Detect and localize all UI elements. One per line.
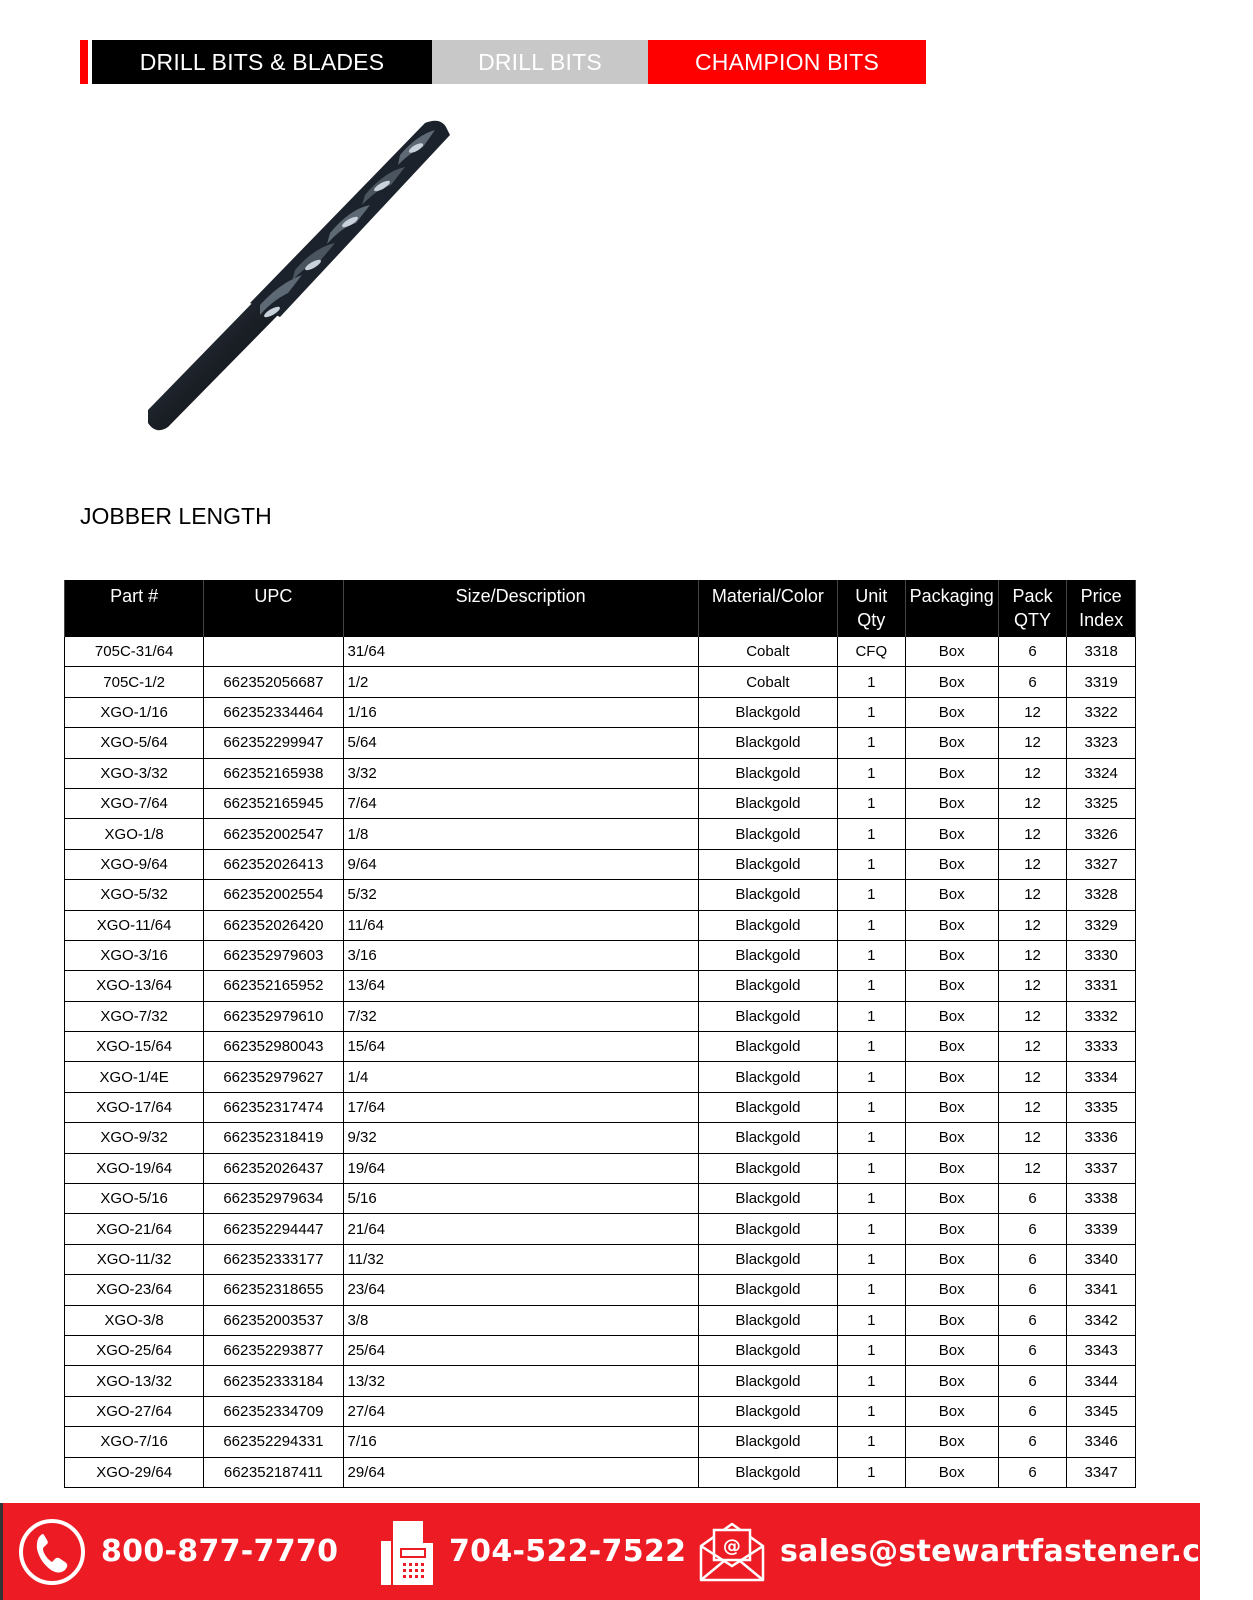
cell-size-description: 13/64	[343, 971, 698, 1001]
cell-unit-qty: 1	[838, 1366, 906, 1396]
cell-upc: 662352293877	[204, 1335, 343, 1365]
cell-part-number: XGO-11/64	[65, 910, 204, 940]
cell-part-number: XGO-9/32	[65, 1123, 204, 1153]
cell-pack-qty: 12	[998, 971, 1067, 1001]
cell-material-color: Blackgold	[698, 880, 837, 910]
cell-size-description: 1/16	[343, 697, 698, 727]
cell-price-index: 3333	[1067, 1032, 1136, 1062]
cell-upc: 662352165945	[204, 788, 343, 818]
cell-unit-qty: 1	[838, 1062, 906, 1092]
cell-price-index: 3347	[1067, 1457, 1136, 1487]
table-row	[65, 667, 1136, 697]
cell-size-description: 11/32	[343, 1244, 698, 1274]
cell-part-number: XGO-13/32	[65, 1366, 204, 1396]
cell-upc: 662352979627	[204, 1062, 343, 1092]
cell-part-number: XGO-29/64	[65, 1457, 204, 1487]
cell-unit-qty: 1	[838, 1214, 906, 1244]
table-row	[65, 788, 1136, 818]
table-row	[65, 758, 1136, 788]
cell-upc: 662352333177	[204, 1244, 343, 1274]
cell-upc: 662352002554	[204, 880, 343, 910]
cell-unit-qty: 1	[838, 940, 906, 970]
cell-upc: 662352026437	[204, 1153, 343, 1183]
cell-material-color: Blackgold	[698, 728, 837, 758]
header-unit-qty: Unit Qty	[838, 580, 906, 637]
table-row	[65, 1457, 1136, 1487]
cell-packaging: Box	[905, 819, 998, 849]
cell-part-number: XGO-3/16	[65, 940, 204, 970]
cell-part-number: XGO-19/64	[65, 1153, 204, 1183]
cell-packaging: Box	[905, 1427, 998, 1457]
cell-material-color: Blackgold	[698, 1001, 837, 1031]
cell-upc: 662352187411	[204, 1457, 343, 1487]
table-row	[65, 940, 1136, 970]
header-size-description: Size/Description	[343, 580, 698, 637]
cell-packaging: Box	[905, 1123, 998, 1153]
cell-price-index: 3337	[1067, 1153, 1136, 1183]
cell-size-description: 1/2	[343, 667, 698, 697]
table-row	[65, 819, 1136, 849]
cell-unit-qty: 1	[838, 819, 906, 849]
table-row	[65, 1214, 1136, 1244]
cell-part-number: XGO-7/32	[65, 1001, 204, 1031]
table-row	[65, 910, 1136, 940]
cell-price-index: 3340	[1067, 1244, 1136, 1274]
table-row	[65, 849, 1136, 879]
header-pack-qty: Pack QTY	[998, 580, 1067, 637]
cell-packaging: Box	[905, 1214, 998, 1244]
cell-part-number: XGO-3/32	[65, 758, 204, 788]
cell-pack-qty: 12	[998, 819, 1067, 849]
cell-material-color: Blackgold	[698, 910, 837, 940]
cell-material-color: Blackgold	[698, 1396, 837, 1426]
cell-pack-qty: 6	[998, 1457, 1067, 1487]
cell-price-index: 3339	[1067, 1214, 1136, 1244]
cell-price-index: 3342	[1067, 1305, 1136, 1335]
cell-packaging: Box	[905, 1184, 998, 1214]
cell-upc: 662352026413	[204, 849, 343, 879]
cell-packaging: Box	[905, 788, 998, 818]
cell-packaging: Box	[905, 697, 998, 727]
cell-price-index: 3327	[1067, 849, 1136, 879]
cell-price-index: 3341	[1067, 1275, 1136, 1305]
cell-price-index: 3322	[1067, 697, 1136, 727]
cell-part-number: XGO-5/64	[65, 728, 204, 758]
table-row	[65, 1244, 1136, 1274]
cell-size-description: 23/64	[343, 1275, 698, 1305]
cell-packaging: Box	[905, 1275, 998, 1305]
cell-size-description: 9/32	[343, 1123, 698, 1153]
cell-pack-qty: 12	[998, 880, 1067, 910]
cell-price-index: 3325	[1067, 788, 1136, 818]
cell-part-number: XGO-7/64	[65, 788, 204, 818]
cell-packaging: Box	[905, 637, 998, 667]
cell-size-description: 27/64	[343, 1396, 698, 1426]
cell-price-index: 3329	[1067, 910, 1136, 940]
cell-size-description: 3/32	[343, 758, 698, 788]
cell-upc: 662352979603	[204, 940, 343, 970]
cell-unit-qty: 1	[838, 1244, 906, 1274]
cell-material-color: Blackgold	[698, 1305, 837, 1335]
cell-packaging: Box	[905, 1032, 998, 1062]
cell-part-number: XGO-5/16	[65, 1184, 204, 1214]
cell-material-color: Blackgold	[698, 1153, 837, 1183]
table-row	[65, 880, 1136, 910]
tab-drill-bits-and-blades[interactable]: DRILL BITS & BLADES	[92, 40, 432, 84]
breadcrumb-accent-bar	[80, 40, 88, 84]
cell-pack-qty: 12	[998, 697, 1067, 727]
tab-drill-bits[interactable]: DRILL BITS	[432, 40, 648, 84]
cell-unit-qty: 1	[838, 1335, 906, 1365]
cell-material-color: Blackgold	[698, 758, 837, 788]
cell-material-color: Blackgold	[698, 1366, 837, 1396]
cell-upc: 662352980043	[204, 1032, 343, 1062]
cell-packaging: Box	[905, 1366, 998, 1396]
cell-size-description: 15/64	[343, 1032, 698, 1062]
cell-size-description: 9/64	[343, 849, 698, 879]
header-packaging: Packaging	[905, 580, 998, 637]
cell-part-number: XGO-23/64	[65, 1275, 204, 1305]
cell-part-number: XGO-13/64	[65, 971, 204, 1001]
cell-material-color: Blackgold	[698, 1184, 837, 1214]
cell-upc: 662352165952	[204, 971, 343, 1001]
cell-part-number: XGO-17/64	[65, 1092, 204, 1122]
cell-size-description: 7/64	[343, 788, 698, 818]
cell-size-description: 29/64	[343, 1457, 698, 1487]
cell-unit-qty: 1	[838, 1032, 906, 1062]
cell-upc: 662352334709	[204, 1396, 343, 1426]
cell-packaging: Box	[905, 1244, 998, 1274]
cell-price-index: 3332	[1067, 1001, 1136, 1031]
drill-bit-icon	[120, 105, 480, 445]
fax-icon	[379, 1517, 435, 1587]
cell-pack-qty: 12	[998, 728, 1067, 758]
table-row	[65, 1062, 1136, 1092]
cell-packaging: Box	[905, 1305, 998, 1335]
cell-upc: 662352318655	[204, 1275, 343, 1305]
cell-packaging: Box	[905, 880, 998, 910]
parts-table	[64, 580, 1136, 1488]
cell-part-number: 705C-31/64	[65, 637, 204, 667]
cell-part-number: XGO-11/32	[65, 1244, 204, 1274]
cell-pack-qty: 12	[998, 788, 1067, 818]
cell-material-color: Blackgold	[698, 1275, 837, 1305]
table-row	[65, 1366, 1136, 1396]
cell-pack-qty: 6	[998, 1427, 1067, 1457]
cell-packaging: Box	[905, 728, 998, 758]
cell-packaging: Box	[905, 910, 998, 940]
cell-unit-qty: 1	[838, 849, 906, 879]
cell-upc: 662352056687	[204, 667, 343, 697]
cell-price-index: 3346	[1067, 1427, 1136, 1457]
cell-part-number: XGO-1/16	[65, 697, 204, 727]
cell-unit-qty: 1	[838, 1275, 906, 1305]
cell-upc: 662352026420	[204, 910, 343, 940]
table-row	[65, 1275, 1136, 1305]
cell-upc: 662352317474	[204, 1092, 343, 1122]
cell-material-color: Blackgold	[698, 1092, 837, 1122]
cell-part-number: XGO-15/64	[65, 1032, 204, 1062]
cell-size-description: 31/64	[343, 637, 698, 667]
cell-size-description: 25/64	[343, 1335, 698, 1365]
cell-pack-qty: 12	[998, 758, 1067, 788]
cell-pack-qty: 6	[998, 1275, 1067, 1305]
cell-upc: 662352318419	[204, 1123, 343, 1153]
cell-material-color: Blackgold	[698, 697, 837, 727]
cell-part-number: XGO-21/64	[65, 1214, 204, 1244]
table-row	[65, 1335, 1136, 1365]
cell-size-description: 19/64	[343, 1153, 698, 1183]
cell-material-color: Blackgold	[698, 1032, 837, 1062]
cell-unit-qty: 1	[838, 788, 906, 818]
cell-upc: 662352294447	[204, 1214, 343, 1244]
cell-size-description: 1/4	[343, 1062, 698, 1092]
cell-part-number: XGO-1/4E	[65, 1062, 204, 1092]
tab-champion-bits[interactable]: CHAMPION BITS	[648, 40, 926, 84]
cell-pack-qty: 6	[998, 1396, 1067, 1426]
cell-upc: 662352979634	[204, 1184, 343, 1214]
table-row	[65, 1123, 1136, 1153]
cell-material-color: Blackgold	[698, 971, 837, 1001]
table-row	[65, 1427, 1136, 1457]
cell-pack-qty: 6	[998, 667, 1067, 697]
cell-price-index: 3336	[1067, 1123, 1136, 1153]
header-part-number: Part #	[65, 580, 204, 637]
cell-pack-qty: 12	[998, 910, 1067, 940]
cell-unit-qty: 1	[838, 1153, 906, 1183]
cell-size-description: 13/32	[343, 1366, 698, 1396]
cell-pack-qty: 6	[998, 1214, 1067, 1244]
cell-unit-qty: CFQ	[838, 637, 906, 667]
table-row	[65, 1184, 1136, 1214]
table-row	[65, 1305, 1136, 1335]
cell-material-color: Cobalt	[698, 667, 837, 697]
cell-upc: 662352334464	[204, 697, 343, 727]
cell-material-color: Blackgold	[698, 788, 837, 818]
cell-pack-qty: 12	[998, 1092, 1067, 1122]
cell-pack-qty: 6	[998, 1244, 1067, 1274]
cell-unit-qty: 1	[838, 1123, 906, 1153]
cell-price-index: 3324	[1067, 758, 1136, 788]
cell-upc: 662352003537	[204, 1305, 343, 1335]
cell-packaging: Box	[905, 1335, 998, 1365]
cell-pack-qty: 12	[998, 849, 1067, 879]
cell-part-number: XGO-25/64	[65, 1335, 204, 1365]
cell-material-color: Blackgold	[698, 1335, 837, 1365]
cell-price-index: 3345	[1067, 1396, 1136, 1426]
cell-packaging: Box	[905, 1396, 998, 1426]
cell-part-number: 705C-1/2	[65, 667, 204, 697]
cell-material-color: Blackgold	[698, 1123, 837, 1153]
email-address: sales@stewartfastener.com	[780, 1534, 1253, 1569]
cell-price-index: 3335	[1067, 1092, 1136, 1122]
contact-footer	[0, 1503, 1253, 1600]
cell-unit-qty: 1	[838, 880, 906, 910]
cell-price-index: 3319	[1067, 667, 1136, 697]
cell-upc	[204, 637, 343, 667]
cell-upc: 662352294331	[204, 1427, 343, 1457]
table-header-row	[65, 580, 1136, 637]
cell-pack-qty: 12	[998, 1123, 1067, 1153]
cell-packaging: Box	[905, 940, 998, 970]
table-row	[65, 1032, 1136, 1062]
cell-material-color: Blackgold	[698, 1427, 837, 1457]
cell-unit-qty: 1	[838, 728, 906, 758]
cell-unit-qty: 1	[838, 971, 906, 1001]
cell-part-number: XGO-5/32	[65, 880, 204, 910]
cell-upc: 662352979610	[204, 1001, 343, 1031]
cell-pack-qty: 12	[998, 940, 1067, 970]
cell-price-index: 3334	[1067, 1062, 1136, 1092]
header-upc: UPC	[204, 580, 343, 637]
cell-part-number: XGO-1/8	[65, 819, 204, 849]
phone-icon	[17, 1517, 87, 1587]
cell-upc: 662352165938	[204, 758, 343, 788]
breadcrumb	[80, 40, 926, 84]
cell-material-color: Blackgold	[698, 849, 837, 879]
cell-pack-qty: 12	[998, 1153, 1067, 1183]
footer-fax[interactable]	[379, 1503, 686, 1600]
table-body	[65, 637, 1136, 1488]
cell-unit-qty: 1	[838, 1184, 906, 1214]
footer-email[interactable]	[698, 1503, 1253, 1600]
cell-price-index: 3344	[1067, 1366, 1136, 1396]
cell-material-color: Blackgold	[698, 1214, 837, 1244]
cell-material-color: Blackgold	[698, 1244, 837, 1274]
cell-size-description: 3/16	[343, 940, 698, 970]
cell-price-index: 3338	[1067, 1184, 1136, 1214]
cell-packaging: Box	[905, 1092, 998, 1122]
cell-material-color: Blackgold	[698, 940, 837, 970]
cell-size-description: 5/16	[343, 1184, 698, 1214]
cell-unit-qty: 1	[838, 1001, 906, 1031]
cell-pack-qty: 6	[998, 1305, 1067, 1335]
cell-pack-qty: 6	[998, 1184, 1067, 1214]
header-material-color: Material/Color	[698, 580, 837, 637]
cell-pack-qty: 6	[998, 1366, 1067, 1396]
cell-packaging: Box	[905, 1153, 998, 1183]
cell-pack-qty: 6	[998, 637, 1067, 667]
cell-material-color: Blackgold	[698, 1457, 837, 1487]
cell-size-description: 17/64	[343, 1092, 698, 1122]
cell-price-index: 3326	[1067, 819, 1136, 849]
cell-size-description: 5/64	[343, 728, 698, 758]
cell-packaging: Box	[905, 1062, 998, 1092]
cell-upc: 662352002547	[204, 819, 343, 849]
cell-price-index: 3343	[1067, 1335, 1136, 1365]
table-row	[65, 697, 1136, 727]
cell-unit-qty: 1	[838, 910, 906, 940]
phone-number: 800-877-7770	[101, 1534, 339, 1569]
email-icon	[698, 1520, 766, 1584]
cell-part-number: XGO-3/8	[65, 1305, 204, 1335]
table-row	[65, 728, 1136, 758]
cell-price-index: 3328	[1067, 880, 1136, 910]
table-row	[65, 1396, 1136, 1426]
cell-pack-qty: 12	[998, 1001, 1067, 1031]
cell-pack-qty: 12	[998, 1062, 1067, 1092]
cell-part-number: XGO-9/64	[65, 849, 204, 879]
cell-pack-qty: 6	[998, 1335, 1067, 1365]
cell-upc: 662352299947	[204, 728, 343, 758]
cell-size-description: 7/16	[343, 1427, 698, 1457]
cell-packaging: Box	[905, 667, 998, 697]
cell-unit-qty: 1	[838, 1092, 906, 1122]
footer-phone[interactable]	[17, 1503, 338, 1600]
cell-unit-qty: 1	[838, 667, 906, 697]
fax-number: 704-522-7522	[449, 1534, 687, 1569]
table-row	[65, 637, 1136, 667]
cell-packaging: Box	[905, 1001, 998, 1031]
table-row	[65, 1153, 1136, 1183]
cell-unit-qty: 1	[838, 1457, 906, 1487]
cell-unit-qty: 1	[838, 758, 906, 788]
cell-price-index: 3323	[1067, 728, 1136, 758]
cell-material-color: Cobalt	[698, 637, 837, 667]
section-title: JOBBER LENGTH	[80, 503, 272, 529]
cell-unit-qty: 1	[838, 1396, 906, 1426]
header-price-index: Price Index	[1067, 580, 1136, 637]
cell-size-description: 3/8	[343, 1305, 698, 1335]
cell-material-color: Blackgold	[698, 819, 837, 849]
table-row	[65, 1001, 1136, 1031]
cell-size-description: 11/64	[343, 910, 698, 940]
cell-packaging: Box	[905, 758, 998, 788]
cell-price-index: 3318	[1067, 637, 1136, 667]
cell-size-description: 7/32	[343, 1001, 698, 1031]
cell-unit-qty: 1	[838, 1427, 906, 1457]
drill-bit-image	[120, 105, 480, 445]
cell-pack-qty: 12	[998, 1032, 1067, 1062]
cell-size-description: 1/8	[343, 819, 698, 849]
cell-part-number: XGO-27/64	[65, 1396, 204, 1426]
cell-material-color: Blackgold	[698, 1062, 837, 1092]
cell-packaging: Box	[905, 1457, 998, 1487]
cell-price-index: 3330	[1067, 940, 1136, 970]
cell-unit-qty: 1	[838, 697, 906, 727]
cell-price-index: 3331	[1067, 971, 1136, 1001]
svg-text:@: @	[722, 1535, 742, 1557]
cell-unit-qty: 1	[838, 1305, 906, 1335]
cell-upc: 662352333184	[204, 1366, 343, 1396]
table-row	[65, 971, 1136, 1001]
cell-packaging: Box	[905, 971, 998, 1001]
cell-size-description: 21/64	[343, 1214, 698, 1244]
table-row	[65, 1092, 1136, 1122]
cell-packaging: Box	[905, 849, 998, 879]
cell-size-description: 5/32	[343, 880, 698, 910]
cell-part-number: XGO-7/16	[65, 1427, 204, 1457]
